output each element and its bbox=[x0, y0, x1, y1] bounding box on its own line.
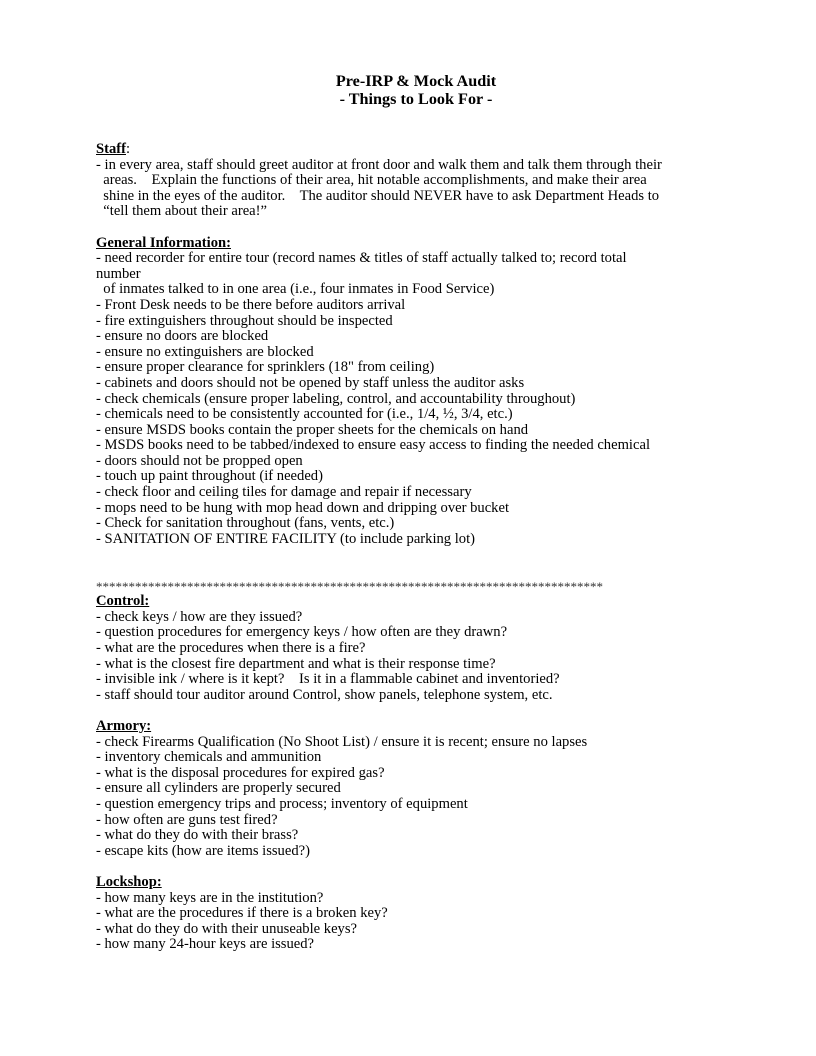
list-item: - check keys / how are they issued? bbox=[96, 608, 303, 625]
list-item: - how many keys are in the institution? bbox=[96, 889, 324, 906]
list-item: - inventory chemicals and ammunition bbox=[96, 749, 322, 766]
list-item: - Front Desk needs to be there before auditors arrival bbox=[96, 296, 406, 313]
list-item: - fire extinguishers throughout should be inspected bbox=[96, 312, 393, 329]
armory-list bbox=[96, 735, 736, 860]
section-heading-general-information: General Information: bbox=[96, 234, 231, 251]
list-item: - what do they do with their unuseable keys? bbox=[96, 920, 357, 937]
list-item: shine in the eyes of the auditor. The auditor should NEVER have to ask Department Heads to bbox=[96, 187, 660, 204]
list-item: - mops need to be hung with mop head down and dripping over bucket bbox=[96, 499, 510, 516]
list-item: - need recorder for entire tour (record names & titles of staff actually talked to; record total bbox=[96, 250, 627, 267]
list-item: - check chemicals (ensure proper labeling, control, and accountability throughout) bbox=[96, 390, 576, 407]
list-item: - ensure all cylinders are properly secured bbox=[96, 780, 341, 797]
list-item: - staff should tour auditor around Control, show panels, telephone system, etc. bbox=[96, 686, 553, 703]
list-item: - ensure MSDS books contain the proper sheets for the chemicals on hand bbox=[96, 421, 529, 438]
staff-heading-colon: : bbox=[126, 141, 131, 157]
lockshop-list bbox=[96, 891, 736, 953]
list-item: - what is the disposal procedures for expired gas? bbox=[96, 764, 385, 781]
list-item: - how often are guns test fired? bbox=[96, 811, 278, 828]
list-item: of inmates talked to in one area (i.e., four inmates in Food Service) bbox=[96, 281, 495, 298]
section-heading-lockshop: Lockshop: bbox=[96, 873, 162, 890]
general-information-list bbox=[96, 251, 736, 547]
staff-list bbox=[96, 158, 736, 220]
list-item: - question emergency trips and process; inventory of equipment bbox=[96, 795, 468, 812]
list-item: - doors should not be propped open bbox=[96, 452, 303, 469]
list-item: number bbox=[96, 265, 141, 282]
list-item: - cabinets and doors should not be opened by staff unless the auditor asks bbox=[96, 374, 525, 391]
list-item: - touch up paint throughout (if needed) bbox=[96, 468, 323, 485]
list-item: - chemicals need to be consistently accounted for (i.e., 1/4, ½, 3/4, etc.) bbox=[96, 406, 513, 423]
section-heading-armory: Armory: bbox=[96, 717, 152, 734]
list-item: areas. Explain the functions of their area, hit notable accomplishments, and make their area bbox=[96, 172, 647, 189]
section-staff bbox=[96, 142, 736, 220]
list-item: - ensure no doors are blocked bbox=[96, 328, 269, 345]
list-item: - ensure no extinguishers are blocked bbox=[96, 343, 314, 360]
list-item: - ensure proper clearance for sprinklers (18" from ceiling) bbox=[96, 359, 435, 376]
list-item: - check Firearms Qualification (No Shoot List) / ensure it is recent; ensure no lapses bbox=[96, 733, 588, 750]
list-item: - how many 24-hour keys are issued? bbox=[96, 936, 315, 953]
list-item: - what is the closest fire department and what is their response time? bbox=[96, 655, 496, 672]
list-item: - what do they do with their brass? bbox=[96, 827, 299, 844]
document-title bbox=[96, 72, 736, 108]
document-page bbox=[96, 72, 736, 953]
list-item: - MSDS books need to be tabbed/indexed to ensure easy access to finding the needed chemical bbox=[96, 437, 650, 454]
list-item: - escape kits (how are items issued?) bbox=[96, 842, 310, 859]
list-item: - check floor and ceiling tiles for damage and repair if necessary bbox=[96, 484, 472, 501]
list-item: - question procedures for emergency keys / how often are they drawn? bbox=[96, 624, 508, 641]
list-item: “tell them about their area!” bbox=[96, 203, 267, 220]
list-item: - Check for sanitation throughout (fans, vents, etc.) bbox=[96, 515, 395, 532]
section-lockshop bbox=[96, 875, 736, 953]
title-line-2: - Things to Look For - bbox=[339, 90, 493, 108]
list-item: - what are the procedures if there is a broken key? bbox=[96, 905, 388, 922]
list-item: - in every area, staff should greet auditor at front door and walk them and talk them through their bbox=[96, 156, 662, 173]
section-general-information bbox=[96, 236, 736, 548]
staff-heading-text: Staff bbox=[96, 141, 126, 157]
section-heading-staff bbox=[96, 142, 736, 158]
section-control bbox=[96, 594, 736, 703]
list-item: - SANITATION OF ENTIRE FACILITY (to include parking lot) bbox=[96, 530, 476, 547]
list-item: - what are the procedures when there is a fire? bbox=[96, 640, 366, 656]
separator-line: ****************************************************************************** bbox=[96, 578, 603, 594]
control-list bbox=[96, 610, 736, 704]
section-heading-control: Control: bbox=[96, 593, 150, 610]
list-item: - invisible ink / where is it kept? Is it in a flammable cabinet and inventoried? bbox=[96, 671, 560, 688]
section-armory bbox=[96, 719, 736, 859]
title-line-1: Pre-IRP & Mock Audit bbox=[335, 72, 497, 90]
